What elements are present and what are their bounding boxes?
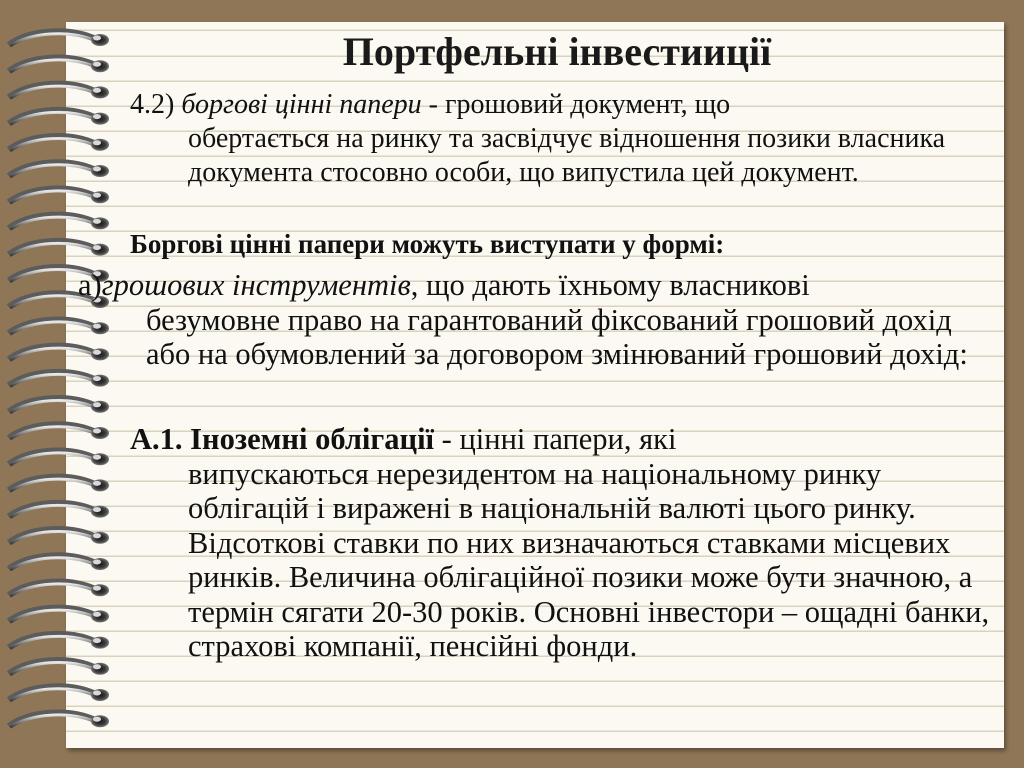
slide-title: Портфельні інвестииції xyxy=(342,29,772,74)
forms-heading: Боргові цінні папери можуть виступати у формі: xyxy=(130,229,725,259)
item-a-term: грошових інструментів xyxy=(101,268,411,302)
binding-ring xyxy=(8,371,109,387)
binding-ring xyxy=(8,633,109,649)
definition-start: - грошовий документ, що xyxy=(428,89,731,120)
binding-ring xyxy=(8,423,109,439)
item-a1-text-rest: випускаються нерезидентом на національному ринку облігацій і виражені в національній валюті цього ринку. Відсоткові ставки по них визначаються ставками місцевих ринків. Величина облігаційної позики може бути значною, а термін сягати 20-30 років. Основні інвестори – ощадні банки, страхові компанії, пенсійні фонди. xyxy=(188,456,990,663)
binding-ring xyxy=(8,187,109,203)
definition-rest: обертається на ринку та засвідчує відношення позики власника документа стосовно особи, що випустила цей документ. xyxy=(188,123,946,188)
binding-ring xyxy=(8,109,109,125)
binding-ring xyxy=(8,607,109,623)
binding-ring xyxy=(8,135,109,151)
binding-ring xyxy=(8,397,109,413)
item-a-text-rest: безумовне право на гарантований фіксований грошовий дохід або на обумовлений за договором змінюваний грошовий дохід: xyxy=(146,302,968,371)
binding-ring xyxy=(8,580,109,596)
binding-ring xyxy=(8,161,109,177)
binding-ring xyxy=(8,502,109,518)
binding-ring xyxy=(8,711,109,727)
item-a1-label: А.1. Іноземні облігації xyxy=(130,422,435,456)
binding-ring xyxy=(8,554,109,570)
binding-ring xyxy=(8,83,109,99)
spiral-binding xyxy=(0,28,120,748)
binding-ring xyxy=(8,214,109,230)
defined-term: боргові цінні папери xyxy=(181,89,422,120)
binding-ring xyxy=(8,449,109,465)
item-a-marker: а) xyxy=(78,268,102,302)
item-a1-paragraph xyxy=(130,422,990,664)
item-a-paragraph xyxy=(78,268,998,372)
binding-ring xyxy=(8,528,109,544)
item-a1-text-start: - цінні папери, які xyxy=(434,422,677,456)
binding-ring xyxy=(8,659,109,675)
binding-ring xyxy=(8,240,109,256)
item-a-text-start: , що дають їхньому власникові xyxy=(410,268,810,302)
definition-paragraph xyxy=(130,88,990,190)
binding-ring xyxy=(8,685,109,701)
binding-ring xyxy=(8,476,109,492)
section-number: 4.2) xyxy=(130,89,175,120)
